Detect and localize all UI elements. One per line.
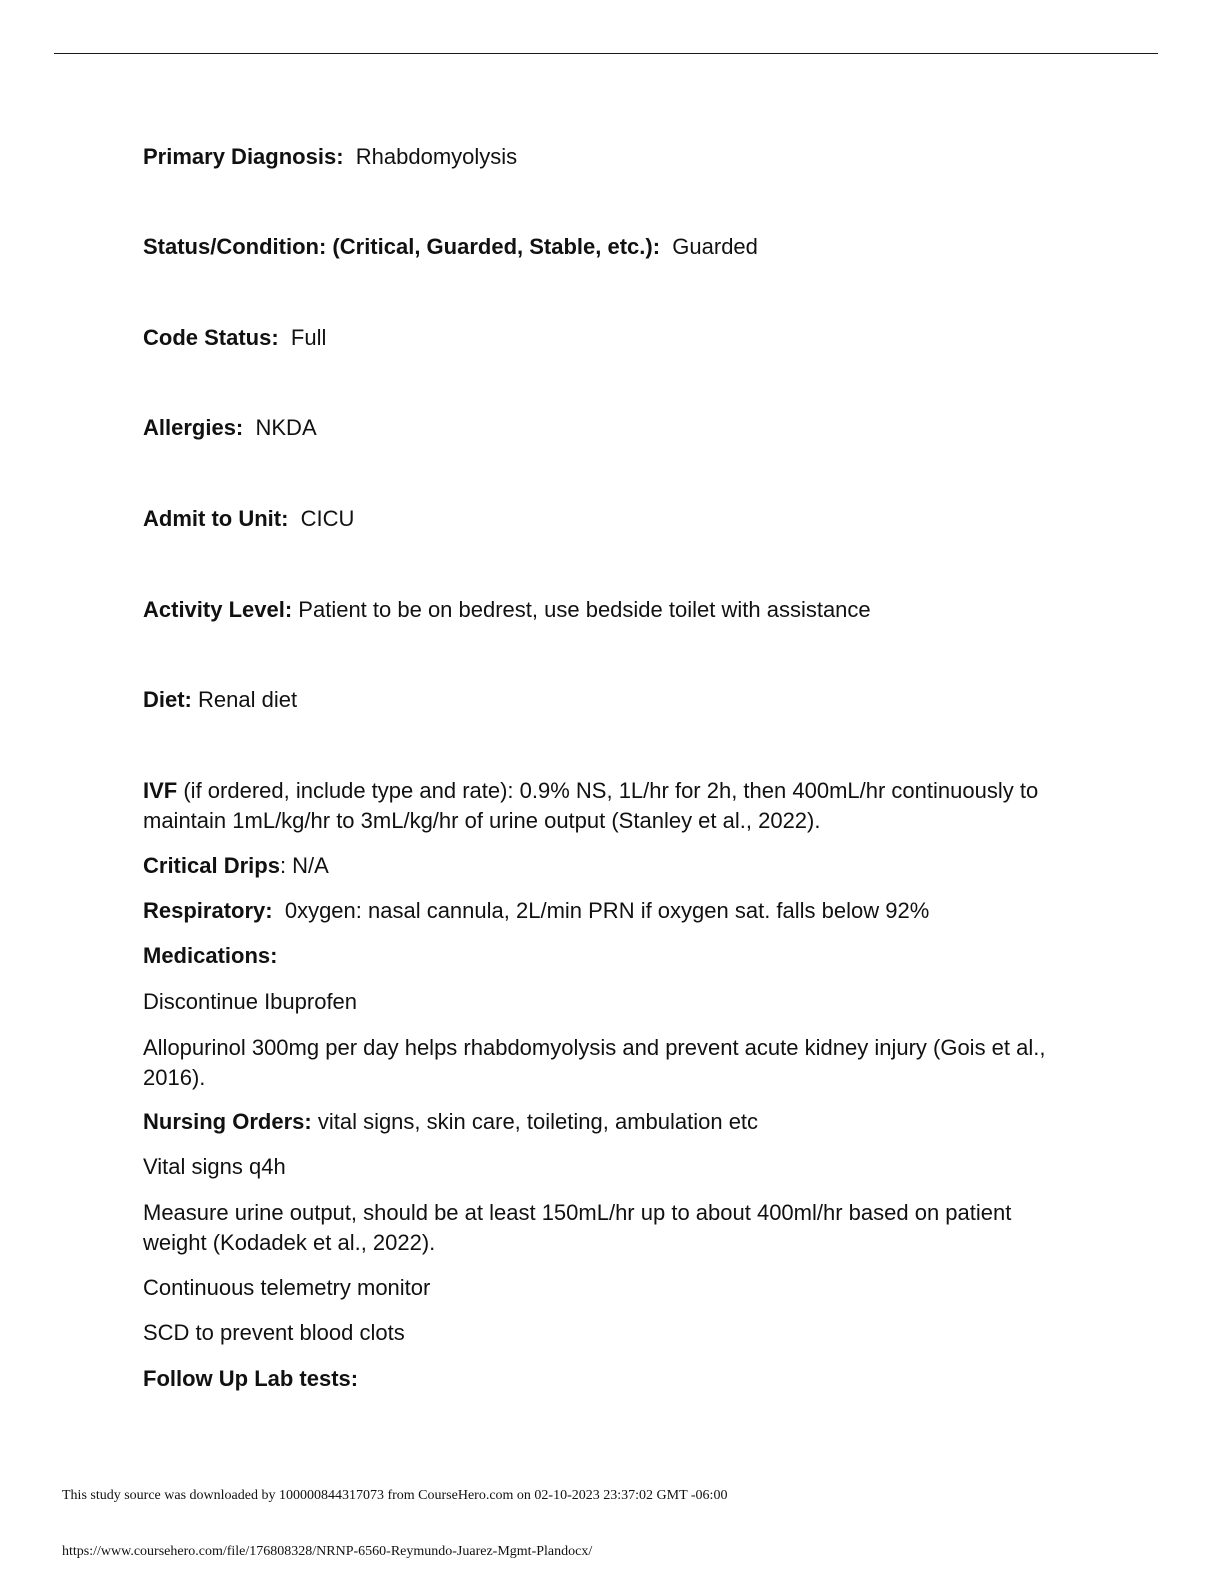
admit-row — [143, 504, 354, 534]
nursing-order-item: Measure urine output, should be at least 150mL/hr up to about 400ml/hr based on patient weight (Kodadek et al., 2022). — [143, 1200, 1012, 1255]
nursing-orders-label: Nursing Orders: — [143, 1109, 312, 1134]
ivf-row — [143, 776, 1073, 836]
respiratory-value: 0xygen: nasal cannula, 2L/min PRN if oxygen sat. falls below 92% — [284, 898, 930, 923]
primary-diagnosis-row — [143, 142, 517, 172]
allergies-label: Allergies: — [143, 415, 244, 440]
critical-drips-label: Critical Drips — [143, 853, 280, 878]
primary-diagnosis-label: Primary Diagnosis: — [143, 144, 344, 169]
critical-drips-value: : N/A — [279, 853, 329, 878]
activity-row — [143, 595, 871, 625]
download-notice: This study source was downloaded by 100000844317073 from CourseHero.com on 02-10-2023 23:37:02 GMT -06:00 — [62, 1488, 728, 1503]
nursing-order-item: Vital signs q4h — [143, 1154, 286, 1179]
respiratory-label: Respiratory: — [143, 898, 273, 923]
status-value: Guarded — [672, 234, 758, 259]
respiratory-row — [143, 896, 929, 926]
allergies-value: NKDA — [255, 415, 317, 440]
status-label: Status/Condition: (Critical, Guarded, Stable, etc.): — [143, 234, 661, 259]
code-status-value: Full — [290, 325, 327, 350]
critical-drips-row — [143, 851, 329, 881]
source-url: https://www.coursehero.com/file/176808328/NRNP-6560-Reymundo-Juarez-Mgmt-Plandocx/ — [62, 1544, 593, 1559]
ivf-value: (if ordered, include type and rate): 0.9% NS, 1L/hr for 2h, then 400mL/hr continuously to maintain 1mL/kg/hr to 3mL/kg/hr of urine output (Stanley et al., 2022). — [143, 778, 1039, 833]
admit-value: CICU — [300, 506, 355, 531]
medication-item: Discontinue Ibuprofen — [143, 989, 358, 1014]
follow-up-labs-heading: Follow Up Lab tests: — [143, 1366, 359, 1391]
ivf-label: IVF — [143, 778, 178, 803]
diet-label: Diet: — [143, 687, 192, 712]
diet-row — [143, 685, 297, 715]
admit-label: Admit to Unit: — [143, 506, 289, 531]
nursing-orders-value: vital signs, skin care, toileting, ambulation etc — [317, 1109, 759, 1134]
status-row — [143, 232, 758, 262]
nursing-order-item: SCD to prevent blood clots — [143, 1320, 405, 1345]
activity-value: Patient to be on bedrest, use bedside toilet with assistance — [298, 597, 871, 622]
nursing-order-item: Continuous telemetry monitor — [143, 1275, 431, 1300]
diet-value: Renal diet — [198, 687, 298, 712]
primary-diagnosis-value: Rhabdomyolysis — [355, 144, 518, 169]
medications-heading: Medications: — [143, 943, 278, 968]
code-status-label: Code Status: — [143, 325, 279, 350]
allergies-row — [143, 413, 317, 443]
medication-item: Allopurinol 300mg per day helps rhabdomyolysis and prevent acute kidney injury (Gois et al., 2016). — [143, 1035, 1046, 1090]
activity-label: Activity Level: — [143, 597, 293, 622]
header-divider — [54, 53, 1158, 54]
nursing-orders-row — [143, 1107, 758, 1137]
code-status-row — [143, 323, 326, 353]
